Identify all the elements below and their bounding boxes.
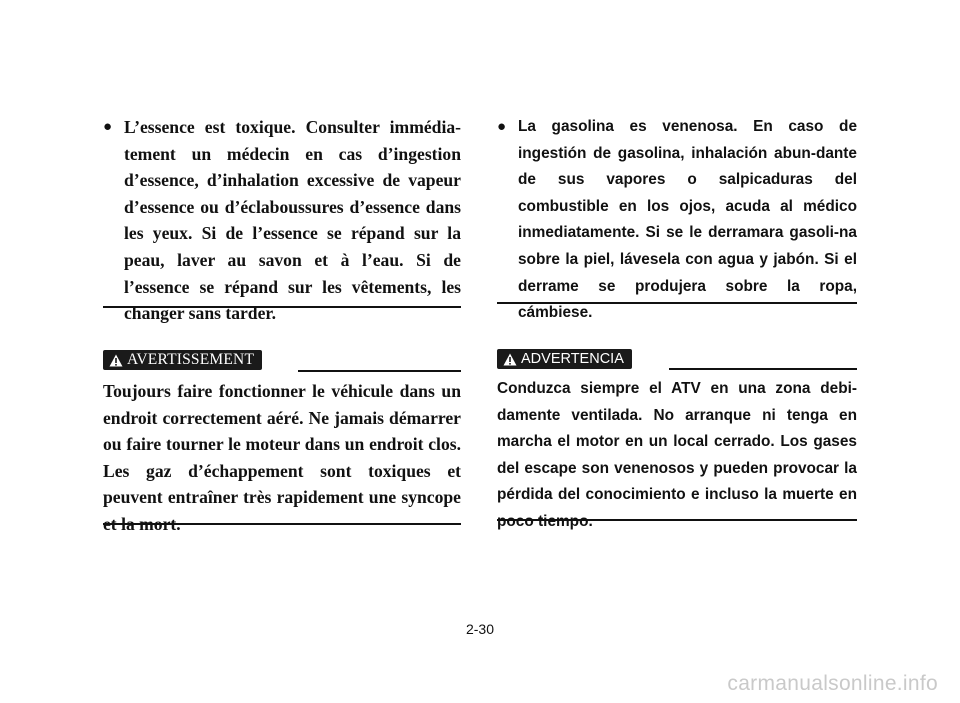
- spanish-warning-text: Conduzca siempre el ATV en una zona debi-damente ventilada. No arranque ni tenga en marcha el motor en un local cerrado. Los gases del escape son venenosos y pueden provocar la pérdida del conocimiento e incluso la muerte en poco tiempo.: [497, 380, 857, 530]
- watermark: carmanualsonline.info: [727, 672, 938, 695]
- french-bullet-text: L’essence est toxique. Consulter immédia-tement un médecin en cas d’ingestion d’essence, d’inhalation excessive de vapeur d’essence ou d’éclaboussures d’essence dans les yeux. Si de l’essence se répand sur la peau, laver au savon et à l’eau. Si de l’essence se répand sur les vêtements, les changer sans tarder.: [124, 117, 461, 324]
- page-number: 2-30: [465, 621, 495, 637]
- spanish-bullet: [497, 114, 857, 327]
- bullet-icon: ●: [497, 118, 507, 135]
- spanish-warning-badge: [497, 349, 632, 369]
- french-warning-header: [103, 350, 262, 370]
- spanish-divider-bottom: [497, 519, 857, 521]
- bullet-icon: ●: [103, 119, 113, 135]
- spanish-bullet-text: La gasolina es venenosa. En caso de ingestión de gasolina, inhalación abun-dante de sus vapores o salpicaduras del combustible en los ojos, acuda al médico inmediatamente. Si se le derramara gasoli-na sobre la piel, lávesela con agua y jabón. Si el derrame se produjera sobre la ropa, cámbiese.: [518, 118, 857, 322]
- spanish-warning-label: ADVERTENCIA: [521, 351, 624, 367]
- warning-triangle-icon: [503, 353, 517, 366]
- french-warning-text: Toujours faire fonctionner le véhicule dans un endroit correctement aéré. Ne jamais démarrer ou faire tourner le moteur dans un endroit clos. Les gaz d’échappement sont toxiques et peuvent entraîner très rapidement une syncope et la mort.: [103, 381, 461, 534]
- french-divider-top: [103, 306, 461, 308]
- french-warning-label: AVERTISSEMENT: [127, 351, 255, 368]
- spanish-divider-top: [497, 302, 857, 304]
- french-warning-header-line: [298, 370, 461, 372]
- spanish-warning-header: [497, 349, 632, 369]
- french-warning-badge: [103, 350, 262, 370]
- french-divider-bottom: [103, 523, 461, 525]
- warning-triangle-icon: [109, 354, 123, 367]
- spanish-warning-header-line: [669, 368, 857, 370]
- french-bullet: [103, 114, 461, 327]
